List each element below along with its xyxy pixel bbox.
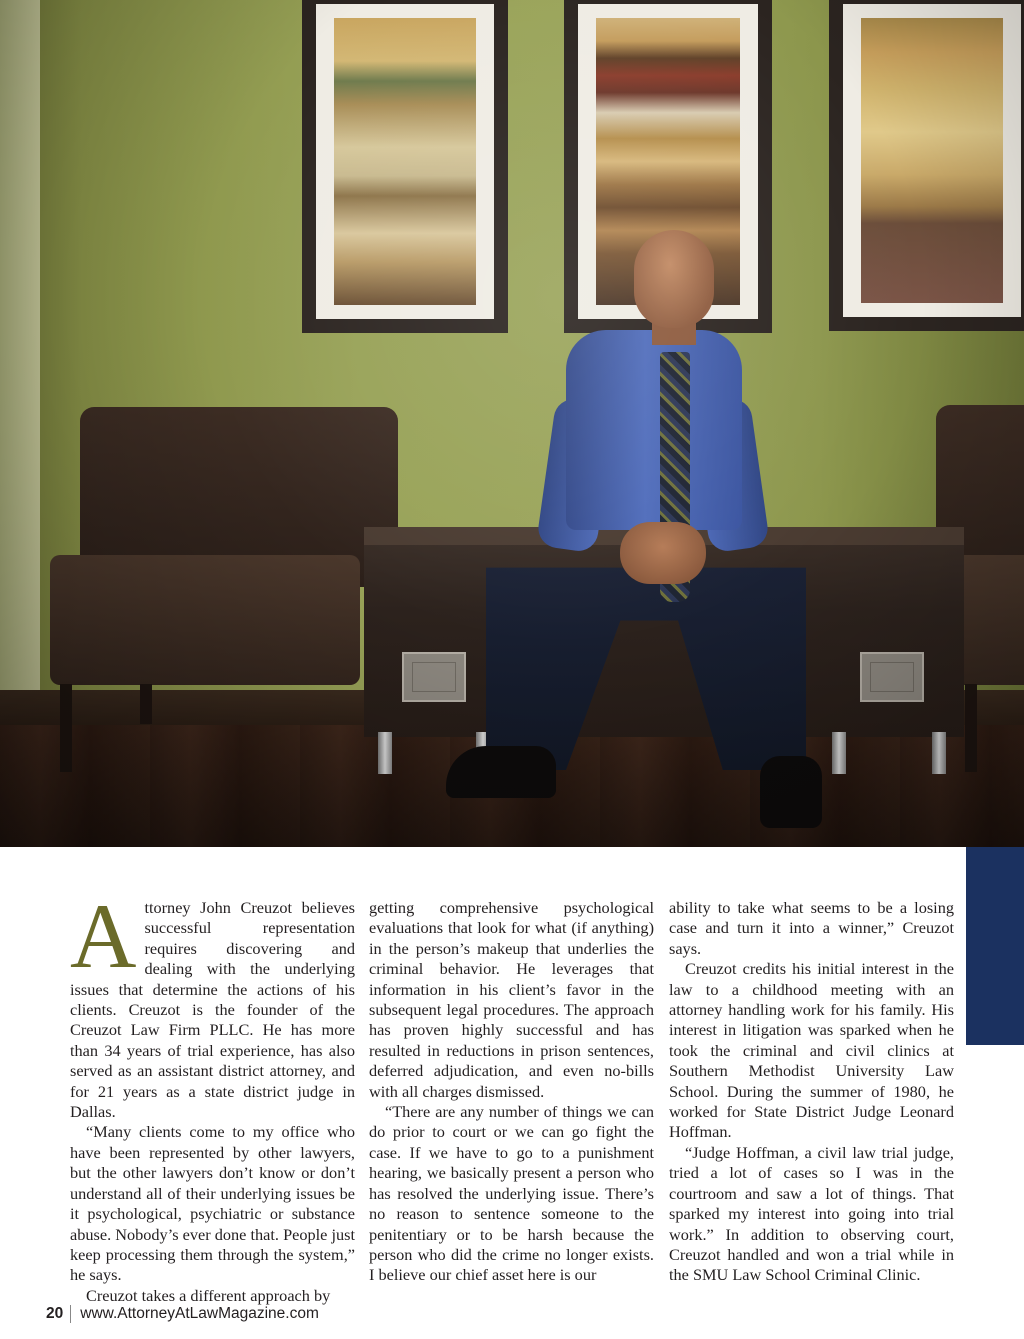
page-number: 20 <box>46 1305 64 1322</box>
article-paragraph: Creuzot credits his initial interest in the law to a childhood meeting with an attorney handling work for his family. His interest in litigation was sparked when he took the criminal and civil clinics at Southern Methodist University Law School. During the summer of 1980, he worked for State District Judge Leonard Hoffman. <box>669 959 954 1142</box>
footer-divider <box>70 1305 71 1323</box>
website-link[interactable]: www.AttorneyAtLawMagazine.com <box>80 1305 319 1322</box>
article-paragraph: getting comprehensive psychological evaluations that look for what (if anything) in the person’s makeup that underlies the criminal behavior. He leverages that information in his client’s favor in the subsequent legal procedures. The approach has proven highly successful and has resulted in reductions in prison sentences, deferred adjudication, and even no-bills with all charges dismissed. <box>369 898 654 1101</box>
article-paragraph: ability to take what seems to be a losing case and turn it into a winner,” Creuzot says. <box>669 898 954 958</box>
article-paragraph: “Judge Hoffman, a civil law trial judge, tried a lot of cases so I was in the courtroom and saw a lot of things. That sparked my interest into going into trial work.” In addition to observing court, Creuzot handled and won a trial while in the SMU Law School Criminal Clinic. <box>669 1142 954 1285</box>
article-paragraph: Attorney John Creuzot believes successful representation requires discovering and dealing with the underlying issues that determine the actions of his clients. Creuzot is the founder of the Creuzot Law Firm PLLC. He has more than 34 years of trial experience, has also served as an assistant district attorney, and for 21 years as a state district judge in Dallas. <box>70 885 355 1122</box>
article-paragraph: “Many clients come to my office who have been represented by other lawyers, but the other lawyers don’t know or don’t understand all of their underlying issues be it psychological, psychiatric or substance abuse. Nobody’s ever done that. People just keep processing them through the system,” he says. <box>70 1122 355 1285</box>
article-column-1 <box>70 885 355 1306</box>
article-paragraph: Creuzot takes a different approach by <box>86 1285 331 1305</box>
section-tab <box>966 847 1024 1045</box>
article-column-2 <box>369 898 654 1286</box>
page-footer <box>46 1302 319 1326</box>
article-paragraph: “There are any number of things we can do prior to court or we can go fight the case. If we have to go to a punishment hearing, we basically present a person who has resolved the underlying issue. There’s no reason to sentence someone to the penitentiary or to be harsh because the person who did the crime no longer exists. I believe our chief asset here is our <box>369 1102 654 1285</box>
article-column-3 <box>669 898 954 1286</box>
drop-cap: A <box>70 885 137 987</box>
